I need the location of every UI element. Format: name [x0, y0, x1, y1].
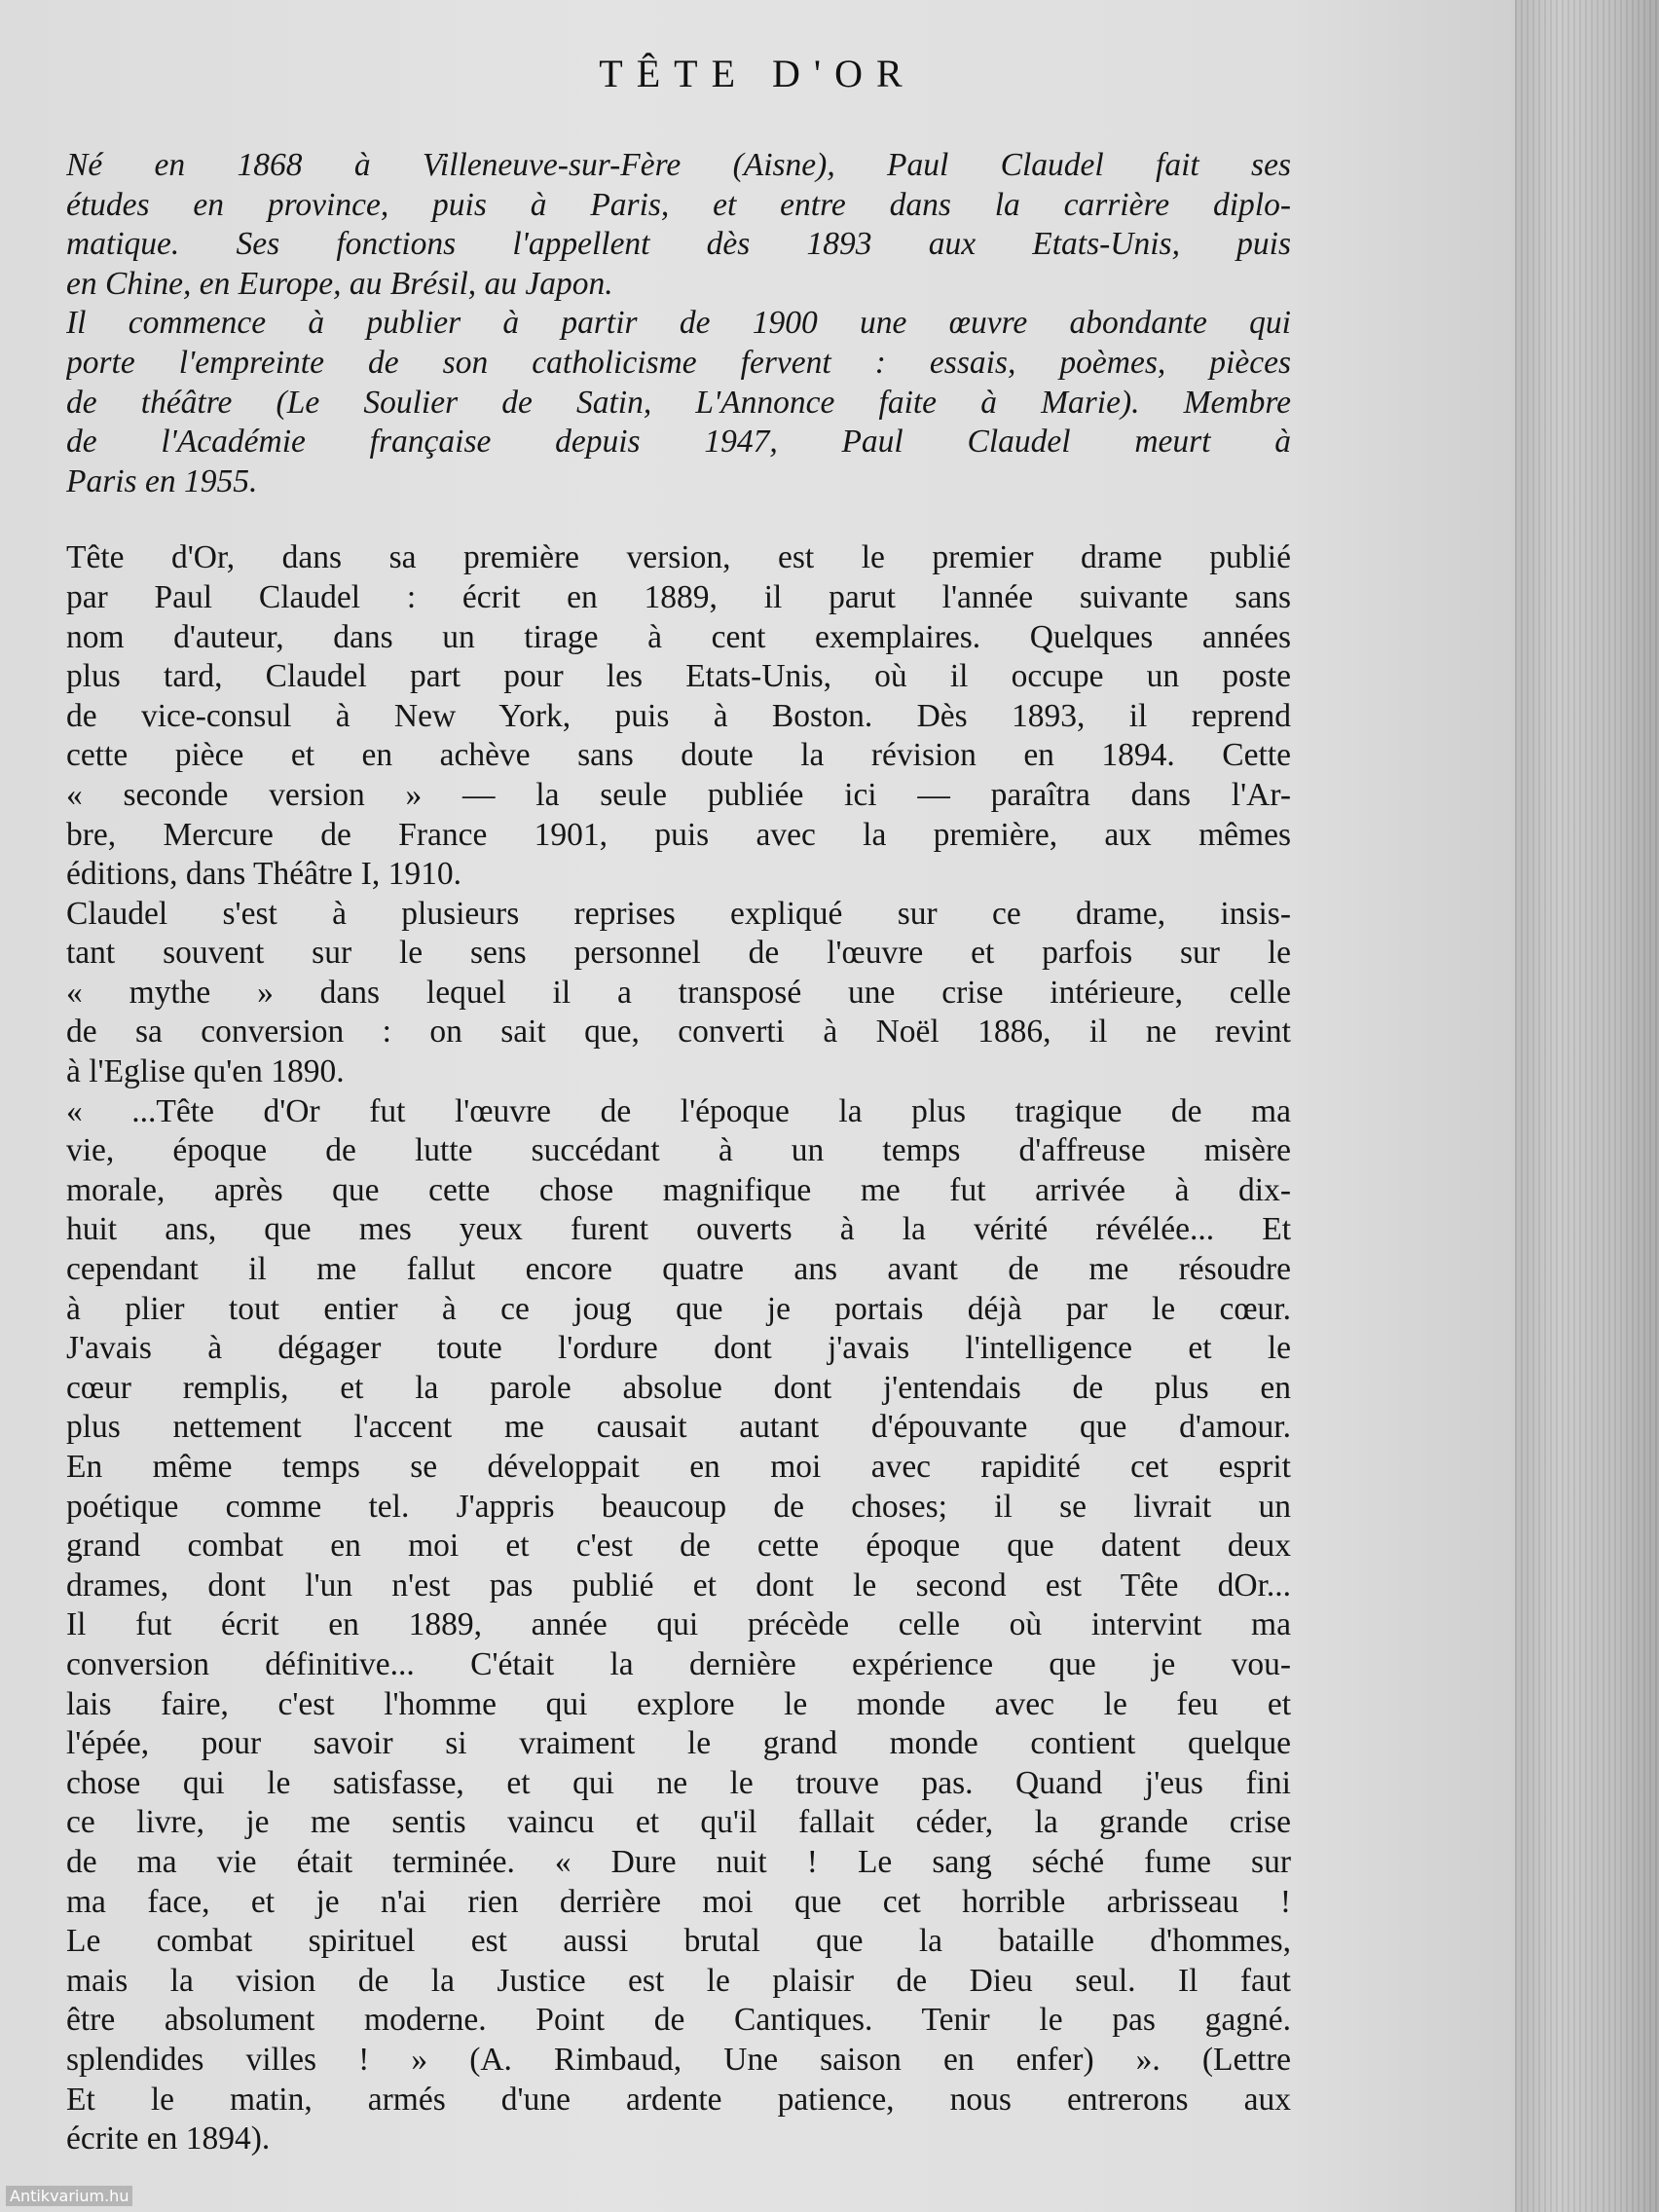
- text-line: de l'Académie française depuis 1947, Paul Claudel meurt à: [66, 424, 1291, 461]
- text-line: En même temps se développait en moi avec rapidité cet esprit: [66, 1449, 1291, 1485]
- text-line: mais la vision de la Justice est le plaisir de Dieu seul. Il faut: [66, 1962, 1291, 1999]
- text-line: de ma vie était terminée. « Dure nuit ! Le sang séché fume sur: [66, 1843, 1291, 1880]
- text-line: splendides villes ! » (A. Rimbaud, Une saison en enfer) ». (Lettre: [66, 2041, 1291, 2078]
- text-line: à plier tout entier à ce joug que je portais déjà par le cœur.: [66, 1290, 1291, 1327]
- text-line: « ...Tête d'Or fut l'œuvre de l'époque la plus tragique de ma: [66, 1092, 1291, 1129]
- text-line: Né en 1868 à Villeneuve-sur-Fère (Aisne), Paul Claudel fait ses: [66, 147, 1291, 183]
- text-line: nom d'auteur, dans un tirage à cent exemplaires. Quelques années: [66, 618, 1291, 655]
- text-line: huit ans, que mes yeux furent ouverts à la vérité révélée... Et: [66, 1211, 1291, 1248]
- text-line: ce livre, je me sentis vaincu et qu'il fallait céder, la grande crise: [66, 1804, 1291, 1841]
- text-line: bre, Mercure de France 1901, puis avec la première, aux mêmes: [66, 816, 1291, 853]
- text-line: J'avais à dégager toute l'ordure dont j'avais l'intelligence et le: [66, 1330, 1291, 1367]
- text-line: « seconde version » — la seule publiée ici — paraîtra dans l'Ar-: [66, 776, 1291, 813]
- text-line: Tête d'Or, dans sa première version, est le premier drame publié: [66, 539, 1291, 576]
- text-line: être absolument moderne. Point de Cantiques. Tenir le pas gagné.: [66, 2002, 1291, 2039]
- text-line: à l'Eglise qu'en 1890.: [66, 1053, 345, 1090]
- text-line: Claudel s'est à plusieurs reprises expliqué sur ce drame, insis-: [66, 895, 1291, 932]
- page-title: TÊTE D'OR: [599, 52, 916, 95]
- author-biography: [66, 146, 1291, 501]
- text-line: vie, époque de lutte succédant à un temps d'affreuse misère: [66, 1132, 1291, 1169]
- text-line: cœur remplis, et la parole absolue dont j'entendais de plus en: [66, 1369, 1291, 1406]
- text-line: morale, après que cette chose magnifique me fut arrivée à dix-: [66, 1171, 1291, 1208]
- text-line: poétique comme tel. J'appris beaucoup de choses; il se livrait un: [66, 1488, 1291, 1525]
- text-line: conversion définitive... C'était la dernière expérience que je vou-: [66, 1645, 1291, 1682]
- page-text: [66, 146, 1291, 2159]
- introduction-body: [66, 538, 1291, 2158]
- text-line: Et le matin, armés d'une ardente patience, nous entrerons aux: [66, 2081, 1291, 2118]
- text-line: par Paul Claudel : écrit en 1889, il parut l'année suivante sans: [66, 578, 1291, 615]
- text-line: l'épée, pour savoir si vraiment le grand monde contient quelque: [66, 1725, 1291, 1762]
- text-line: en Chine, en Europe, au Brésil, au Japon.: [66, 265, 613, 302]
- text-line: éditions, dans Théâtre I, 1910.: [66, 856, 461, 893]
- text-line: grand combat en moi et c'est de cette époque que datent deux: [66, 1528, 1291, 1565]
- paragraph-gap: [66, 501, 1291, 538]
- text-line: plus tard, Claudel part pour les Etats-Unis, où il occupe un poste: [66, 658, 1291, 695]
- text-line: de sa conversion : on sait que, converti à Noël 1886, il ne revint: [66, 1014, 1291, 1051]
- text-line: lais faire, c'est l'homme qui explore le monde avec le feu et: [66, 1685, 1291, 1722]
- text-line: « mythe » dans lequel il a transposé une crise intérieure, celle: [66, 974, 1291, 1011]
- text-line: Il commence à publier à partir de 1900 une œuvre abondante qui: [66, 305, 1291, 342]
- text-line: porte l'empreinte de son catholicisme fervent : essais, poèmes, pièces: [66, 344, 1291, 381]
- text-line: de théâtre (Le Soulier de Satin, L'Annonce faite à Marie). Membre: [66, 384, 1291, 421]
- text-line: Le combat spirituel est aussi brutal que la bataille d'hommes,: [66, 1923, 1291, 1960]
- text-line: de vice-consul à New York, puis à Boston. Dès 1893, il reprend: [66, 697, 1291, 734]
- text-line: études en province, puis à Paris, et entre dans la carrière diplo-: [66, 186, 1291, 223]
- text-line: drames, dont l'un n'est pas publié et dont le second est Tête dOr...: [66, 1567, 1291, 1604]
- text-line: tant souvent sur le sens personnel de l'œuvre et parfois sur le: [66, 935, 1291, 972]
- text-line: chose qui le satisfasse, et qui ne le trouve pas. Quand j'eus fini: [66, 1764, 1291, 1801]
- text-line: Paris en 1955.: [66, 462, 258, 499]
- text-line: matique. Ses fonctions l'appellent dès 1893 aux Etats-Unis, puis: [66, 226, 1291, 263]
- text-line: Il fut écrit en 1889, année qui précède celle où intervint ma: [66, 1606, 1291, 1643]
- page-edge-background: [1515, 0, 1659, 2212]
- watermark: Antikvarium.hu: [6, 2186, 132, 2206]
- text-line: cette pièce et en achève sans doute la révision en 1894. Cette: [66, 737, 1291, 774]
- text-line: ma face, et je n'ai rien derrière moi que cet horrible arbrisseau !: [66, 1883, 1291, 1920]
- text-line: écrite en 1894).: [66, 2120, 271, 2157]
- text-line: plus nettement l'accent me causait autant d'épouvante que d'amour.: [66, 1409, 1291, 1446]
- text-line: cependant il me fallut encore quatre ans avant de me résoudre: [66, 1251, 1291, 1288]
